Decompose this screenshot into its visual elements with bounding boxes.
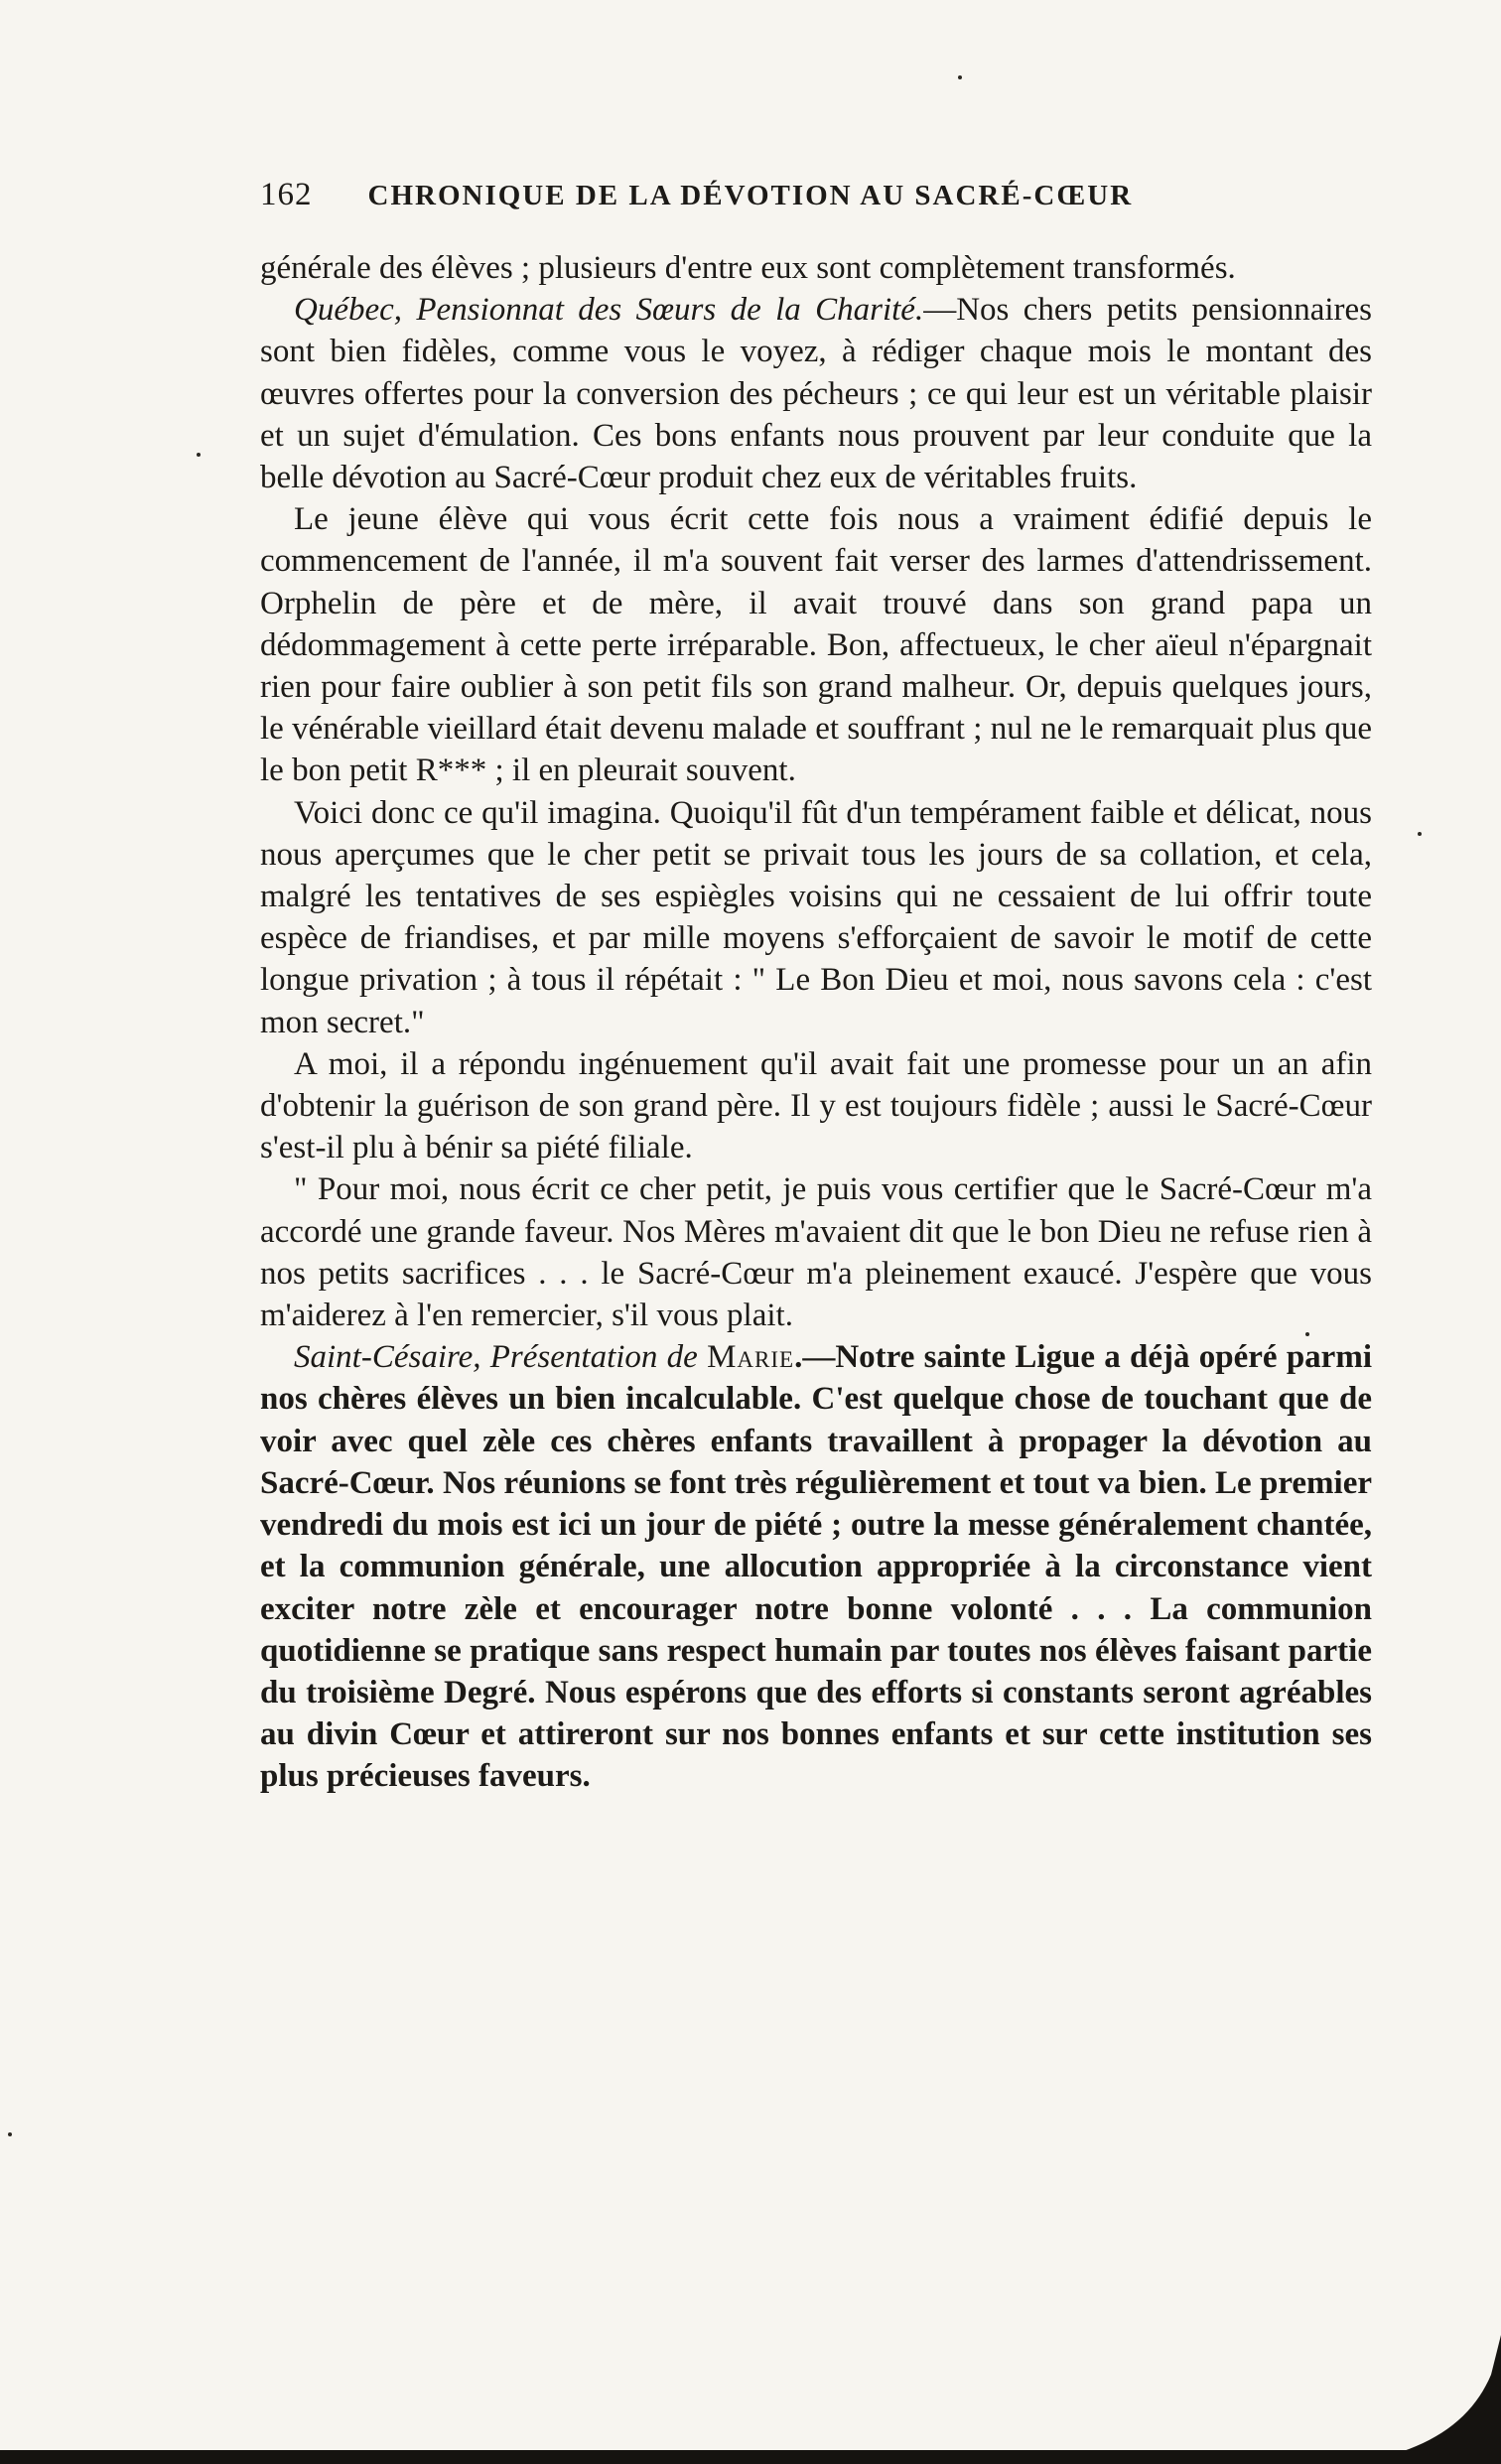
paragraph-continuation: générale des élèves ; plusieurs d'entre eux sont complètement transformés. (260, 250, 1236, 286)
paper-speck (1418, 832, 1422, 836)
paper-speck (197, 453, 201, 457)
book-page (260, 177, 1372, 1798)
paper-speck (1305, 1332, 1309, 1336)
page-curl-shadow (1352, 2335, 1501, 2464)
running-title: CHRONIQUE DE LA DÉVOTION AU SACRÉ-CŒUR (367, 180, 1134, 211)
paragraph-quebec (260, 289, 1372, 498)
running-head (260, 177, 1372, 213)
paragraph-voici: Voici donc ce qu'il imagina. Quoiqu'il fût d'un tempérament faible et délicat, nous nous aperçumes que le cher petit se privait tous les jours de sa collation, et cela, malgré les tentatives de ses espiègles voisins qui ne cessaient de lui offrir toute espèce de friandises, et par mille moyens s'efforçaient de savoir le motif de cette longue privation ; à tous il répétait : " Le Bon Dieu et moi, nous savons cela : c'est mon secret." (260, 794, 1372, 1040)
paragraph-saint-cesaire (260, 1336, 1372, 1797)
section-heading-saint-cesaire: Saint-Césaire, Présentation de (294, 1339, 708, 1376)
section-heading-marie: Marie (707, 1339, 795, 1376)
page-edge-shadow (0, 2450, 1501, 2464)
paragraph-quote: " Pour moi, nous écrit ce cher petit, je puis vous certifier que le Sacré-Cœur m'a accordé une grande faveur. Nos Mères m'avaient dit que le bon Dieu ne refuse rien à nos petits sacrifices . . . le Sacré-Cœur m'a pleinement exaucé. J'espère que vous m'aiderez à l'en remercier, s'il vous plait. (260, 1171, 1372, 1334)
paper-speck (8, 2132, 12, 2136)
paragraph-a-moi: A moi, il a répondu ingénuement qu'il avait fait une promesse pour un an afin d'obtenir la guérison de son grand père. Il y est toujours fidèle ; aussi le Sacré-Cœur s'est-il plu à bénir sa piété filiale. (260, 1045, 1372, 1166)
page-number: 162 (260, 177, 313, 212)
paragraph-jeune-eleve: Le jeune élève qui vous écrit cette fois nous a vraiment édifié depuis le commencement de l'année, il m'a souvent fait verser des larmes d'attendrissement. Orphelin de père et de mère, il avait trouvé dans son grand papa un dédommagement à cette perte irréparable. Bon, affectueux, le cher aïeul n'épargnait rien pour faire oublier à son petit fils son grand malheur. Or, depuis quelques jours, le vénérable vieillard était devenu malade et souffrant ; nul ne le remarquait plus que le bon petit R*** ; il en pleurait souvent. (260, 501, 1372, 789)
paper-speck (958, 75, 962, 79)
body-text (260, 247, 1372, 1798)
section-heading-quebec: Québec, Pensionnat des Sœurs de la Charité. (294, 292, 924, 329)
paragraph-quebec-body: —Nos chers petits pensionnaires sont bien fidèles, comme vous le voyez, à rédiger chaque mois le montant des œuvres offertes pour la conversion des pécheurs ; ce qui leur est un véritable plaisir et un sujet d'émulation. Ces bons enfants nous prouvent par leur conduite que la belle dévotion au Sacré-Cœur produit chez eux de véritables fruits. (260, 292, 1373, 496)
paragraph-saint-cesaire-body: .—Notre sainte Ligue a déjà opéré parmi nos chères élèves un bien incalculable. C'est quelque chose de touchant que de voir avec quel zèle ces chères enfants travaillent à propager la dévotion au Sacré-Cœur. Nos réunions se font très régulièrement et tout va bien. Le premier vendredi du mois est ici un jour de piété ; outre la messe généralement chantée, et la communion générale, une allocution appropriée à la circonstance vient exciter notre zèle et encourager notre bonne volonté . . . La communion quotidienne se pratique sans respect humain par toutes nos élèves faisant partie du troisième Degré. Nous espérons que des efforts si constants seront agréables au divin Cœur et attireront sur nos bonnes enfants et sur cette institution ses plus précieuses faveurs. (260, 1339, 1372, 1795)
